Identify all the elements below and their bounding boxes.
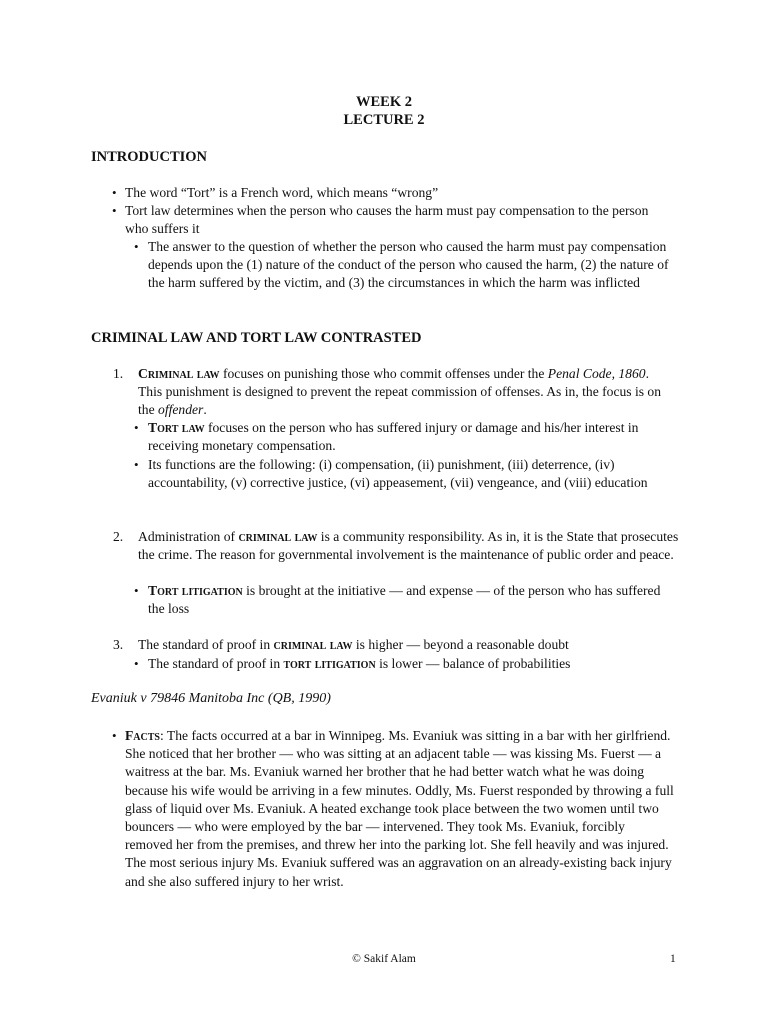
- point-1-sub-1-text: focuses on the person who has suffered injury or damage and his/her interest in receiving monetary compensation.: [148, 420, 639, 454]
- point-2-text-a: Administration of: [138, 529, 239, 544]
- bullet-icon: •: [112, 203, 117, 218]
- intro-sub-bullet-1: The answer to the question of whether the person who caused the harm must pay compensation depends upon the (1) nature of the conduct of the person who caused the harm, (2) the nature of the harm suffered by the victim, and (3) the circumstances in which the harm was inflicted: [148, 239, 669, 291]
- point-1-end: .: [203, 402, 207, 418]
- point-1-sub-1: [148, 419, 668, 455]
- bullet-icon: •: [134, 239, 139, 254]
- term-criminal-law: Criminal law: [138, 366, 220, 381]
- bullet-icon: •: [112, 728, 117, 743]
- week-title: WEEK 2: [356, 94, 412, 110]
- case-title: Evaniuk v 79846 Manitoba Inc (QB, 1990): [91, 691, 331, 706]
- point-1-text: [138, 365, 674, 420]
- case-facts: [125, 727, 675, 891]
- term-criminal-law: criminal law: [273, 637, 353, 652]
- point-3-sub-1-a: The standard of proof in: [148, 656, 284, 671]
- facts-text: : The facts occurred at a bar in Winnipeg. Ms. Evaniuk was sitting in a bar with her girlfriend. She noticed that her brother — who was sitting at an adjacent table — was kissing Ms. Fuerst — a waitress at the bar. Ms. Evaniuk warned her brother that he had better watch what he was doing because his wife would be arriving in a few minutes. Oddly, Ms. Fuerst responded by throwing a full glass of liquid over Ms. Evaniuk. A heated exchange took place between the two women until two bouncers — who were employed by the bar — intervened. They took Ms. Evaniuk, forcibly removed her from the premises, and threw her into the parking lot. She fell heavily and was injured. The most serious injury Ms. Evaniuk suffered was an aggravation on an already-existing back injury and she also suffered injury to her wrist.: [125, 728, 674, 889]
- point-3-text: [138, 636, 686, 654]
- contrast-heading: CRIMINAL LAW AND TORT LAW CONTRASTED: [91, 330, 422, 346]
- point-3-sub-1-b: is lower — balance of probabilities: [375, 656, 571, 671]
- term-criminal-law: criminal law: [238, 529, 318, 544]
- term-tort-litigation: tort litigation: [283, 656, 376, 671]
- point-3-text-a: The standard of proof in: [138, 637, 274, 652]
- introduction-heading: INTRODUCTION: [91, 149, 208, 165]
- point-3-sub-1: [148, 655, 688, 673]
- bullet-icon: •: [134, 420, 139, 435]
- list-number: 1.: [113, 366, 124, 381]
- bullet-icon: •: [134, 656, 139, 671]
- point-3-text-b: is higher — beyond a reasonable doubt: [352, 637, 569, 652]
- penal-code: Penal Code, 1860: [547, 366, 646, 381]
- point-1-sub-2: Its functions are the following: (i) compensation, (ii) punishment, (iii) deterrence, (iv) accountability, (v) corrective justice, (vi) appeasement, (vii) vengeance, and (viii) education: [148, 457, 648, 491]
- offender-term: offender: [158, 402, 204, 418]
- point-2-sub-1-text: is brought at the initiative — and expense — of the person who has suffered the loss: [148, 583, 661, 617]
- footer-copyright: © Sakif Alam: [352, 953, 416, 965]
- point-1-text-a: focuses on punishing those who commit offenses under the: [219, 366, 548, 381]
- point-2-text-b: is a community responsibility. As in, it is the State that prosecutes the crime. The reason for governmental involvement is the maintenance of public order and peace.: [138, 529, 679, 563]
- bullet-icon: •: [134, 583, 139, 598]
- list-number: 3.: [113, 637, 124, 652]
- point-1-text-b: . This punishment is designed to prevent the repeat commission of offenses. As in, the focus is on the: [138, 366, 662, 418]
- facts-term: Facts: [125, 728, 160, 743]
- point-2-sub-1: [148, 582, 678, 618]
- term-tort-litigation: Tort litigation: [148, 583, 243, 598]
- bullet-icon: •: [112, 185, 117, 200]
- term-tort-law: Tort law: [148, 420, 205, 435]
- list-number: 2.: [113, 529, 124, 544]
- bullet-icon: •: [134, 457, 139, 472]
- point-2-text: [138, 528, 686, 564]
- page-number: 1: [670, 953, 676, 965]
- intro-bullet-1: The word “Tort” is a French word, which means “wrong”: [125, 185, 439, 200]
- lecture-title: LECTURE 2: [343, 112, 425, 128]
- intro-bullet-2: Tort law determines when the person who causes the harm must pay compensation to the person who suffers it: [125, 203, 649, 237]
